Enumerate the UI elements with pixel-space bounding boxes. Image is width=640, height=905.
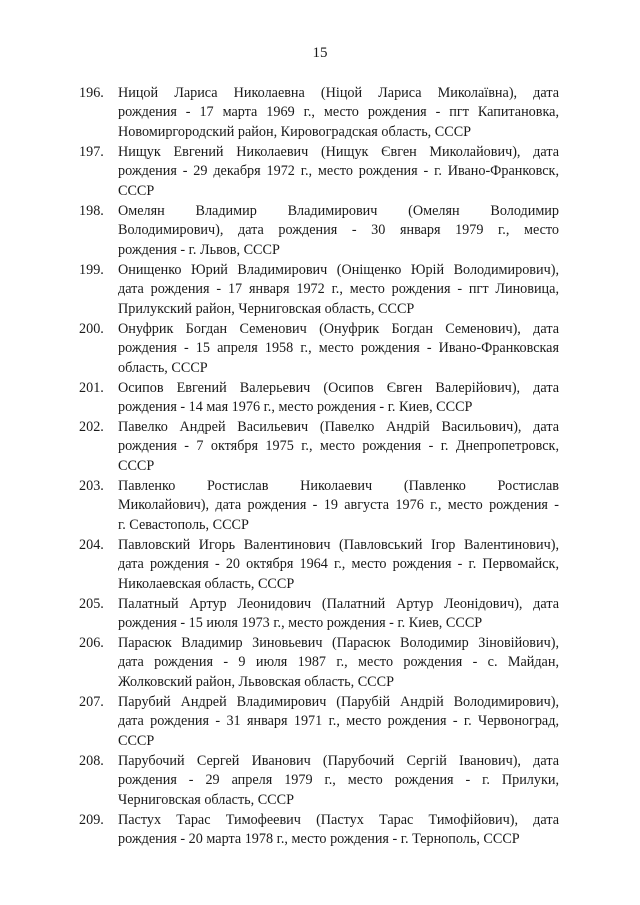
text-line: Павленко Ростислав Николаевич (Павленко Ростислав [118, 478, 559, 494]
text-line: рождения - 29 декабря 1972 г., место рождения - г. Ивано-Франковск, [118, 163, 559, 180]
list-item-text [118, 693, 559, 751]
text-line: Парубий Андрей Владимирович (Парубій Андрій Володимирович), [118, 694, 559, 710]
list-item-number: 203. [79, 478, 104, 494]
text-line: рождения - 15 июля 1973 г., место рождения - г. Киев, СССР [118, 615, 483, 632]
text-line: дата рождения - 20 октября 1964 г., место рождения - г. Первомайск, [118, 556, 559, 573]
text-line: рождения - 17 марта 1969 г., место рождения - пгт Капитановка, [118, 104, 559, 121]
text-line: Павловский Игорь Валентинович (Павловський Ігор Валентинович), [118, 537, 559, 553]
list-item-number: 207. [79, 694, 104, 710]
list-item-number: 204. [79, 537, 104, 553]
text-line: Новомиргородский район, Кировоградская область, СССР [118, 123, 472, 140]
text-line: дата рождения - 17 января 1972 г., место рождения - пгт Линовица, [118, 281, 559, 298]
text-line: г. Севастополь, СССР [118, 516, 249, 533]
text-line: Онуфрик Богдан Семенович (Онуфрик Богдан Семенович), дата [118, 321, 559, 337]
list-item-number: 202. [79, 419, 104, 435]
text-line: Палатный Артур Леонидович (Палатний Артур Леонідович), дата [118, 596, 559, 612]
text-line: рождения - 29 апреля 1979 г., место рождения - г. Прилуки, [118, 772, 559, 789]
list-item [0, 320, 640, 379]
list-item [0, 418, 640, 477]
list-item-text [118, 379, 559, 418]
list-item [0, 595, 640, 634]
list-item-number: 197. [79, 144, 104, 160]
list-item-number: 209. [79, 812, 104, 828]
text-line: рождения - г. Львов, СССР [118, 241, 280, 258]
text-line: Черниговская область, СССР [118, 791, 294, 808]
list-item [0, 477, 640, 536]
text-line: Павелко Андрей Васильевич (Павелко Андрій Васильович), дата [118, 419, 559, 435]
list-item-text [118, 811, 559, 850]
list-item-number: 196. [79, 85, 104, 101]
text-line: Володимирович), дата рождения - 30 января 1979 г., место [118, 222, 559, 239]
list-item-text [118, 752, 559, 810]
list-item [0, 143, 640, 202]
text-line: Онищенко Юрий Владимирович (Оніщенко Юрій Володимирович), [118, 262, 559, 278]
list-item-text [118, 84, 559, 142]
list-item-text [118, 536, 559, 594]
list-item [0, 84, 640, 143]
list-item-number: 208. [79, 753, 104, 769]
list-item-number: 200. [79, 321, 104, 337]
list-item-text [118, 202, 559, 260]
text-line: СССР [118, 732, 155, 749]
list-item [0, 752, 640, 811]
text-line: Парасюк Владимир Зиновьевич (Парасюк Володимир Зіновійович), [118, 635, 559, 651]
list-item-text [118, 595, 559, 634]
list-item [0, 693, 640, 752]
text-line: Николаевская область, СССР [118, 575, 295, 592]
text-line: рождения - 15 апреля 1958 г., место рождения - Ивано-Франковская [118, 340, 559, 357]
text-line: рождения - 20 марта 1978 г., место рождения - г. Тернополь, СССР [118, 831, 520, 848]
list-item-text [118, 261, 559, 319]
text-line: Ницой Лариса Николаевна (Ніцой Лариса Миколаївна), дата [118, 85, 559, 101]
text-line: Осипов Евгений Валерьевич (Осипов Євген Валерійович), дата [118, 380, 559, 396]
list-item [0, 634, 640, 693]
text-line: дата рождения - 9 июля 1987 г., место рождения - с. Майдан, [118, 654, 559, 671]
page-number: 15 [312, 45, 328, 61]
list-item [0, 811, 640, 850]
text-line: рождения - 7 октября 1975 г., место рождения - г. Днепропетровск, [118, 438, 559, 455]
text-line: Миколайович), дата рождения - 19 августа 1976 г., место рождения - [118, 497, 559, 514]
text-line: дата рождения - 31 января 1971 г., место рождения - г. Червоноград, [118, 713, 559, 730]
list-item-text [118, 320, 559, 378]
list-item [0, 379, 640, 418]
list-item [0, 261, 640, 320]
list-item-number: 206. [79, 635, 104, 651]
text-line: Омелян Владимир Владимирович (Омелян Володимир [118, 203, 559, 219]
list-item-number: 201. [79, 380, 104, 396]
list-item-text [118, 143, 559, 201]
list-item [0, 536, 640, 595]
list-item [0, 202, 640, 261]
list-item-number: 198. [79, 203, 104, 219]
list-item-text [118, 418, 559, 476]
list-item-text [118, 634, 559, 692]
list-item-text [118, 477, 559, 535]
text-line: область, СССР [118, 359, 208, 376]
text-line: СССР [118, 182, 155, 199]
text-line: Пастух Тарас Тимофеевич (Пастух Тарас Тимофійович), дата [118, 812, 559, 828]
text-line: Нищук Евгений Николаевич (Нищук Євген Миколайович), дата [118, 144, 559, 160]
text-line: Парубочий Сергей Иванович (Парубочий Сергій Іванович), дата [118, 753, 559, 769]
list-item-number: 205. [79, 596, 104, 612]
text-line: рождения - 14 мая 1976 г., место рождения - г. Киев, СССР [118, 399, 473, 416]
text-line: Жолковский район, Львовская область, СССР [118, 673, 394, 690]
text-line: СССР [118, 457, 155, 474]
list-item-number: 199. [79, 262, 104, 278]
person-list [0, 84, 640, 850]
text-line: Прилукский район, Черниговская область, СССР [118, 300, 415, 317]
